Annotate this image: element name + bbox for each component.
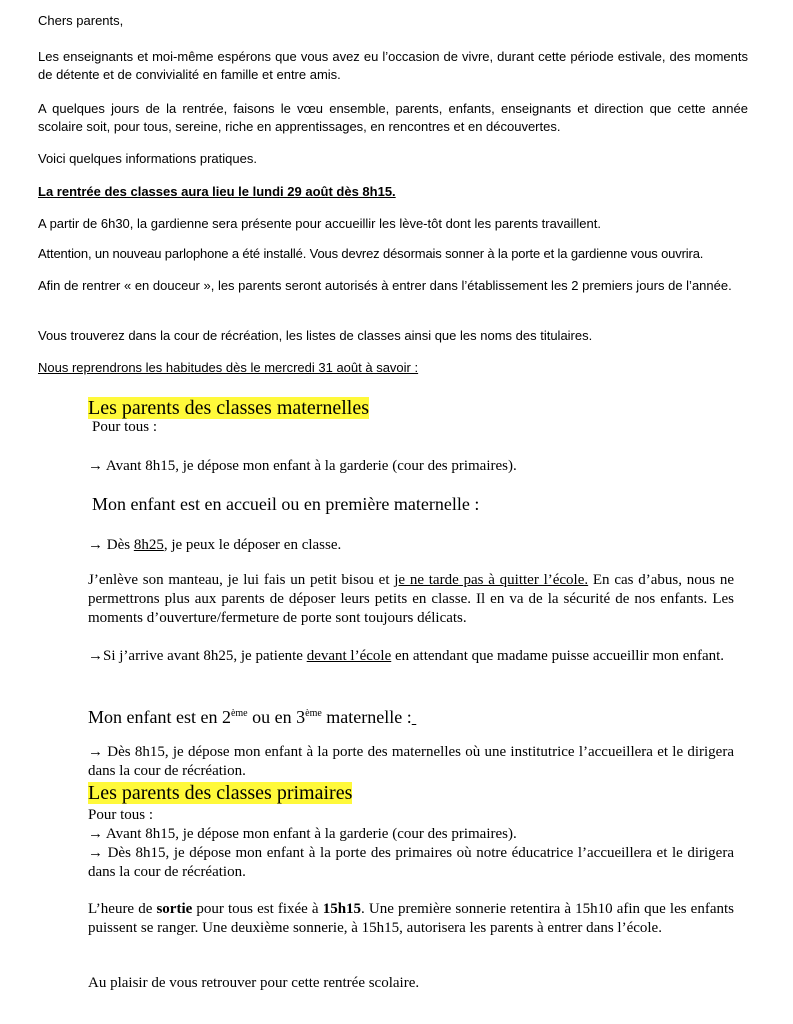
paragraph-si-avant [88,647,734,666]
maternelles-avant-garderie: → Avant 8h15, je dépose mon enfant à la garderie (cour des primaires). [88,458,517,474]
sortie-part-a: L’heure de [88,901,157,917]
sortie-bold: sortie [156,901,193,917]
sortie-part-c: pour tous est fixée à [192,901,323,917]
primaires-heading [88,781,352,805]
sub2-part-c: maternelle : [321,707,412,727]
sub2-sup-2: ème [305,708,322,719]
sub2-underline [412,707,417,727]
rentree-date: La rentrée des classes aura lieu le lundi 29 août dès 8h15. [38,184,396,199]
paragraph-wishes: A quelques jours de la rentrée, faisons le vœu ensemble, parents, enfants, enseignants et direction que cette année scolaire soit, pour tous, sereine, riche en apprentissages, en rencontres et en découvertes. [38,101,748,134]
time-8h25: 8h25 [133,537,164,553]
des-prefix: → Dès [88,537,134,553]
sub-heading-2-3-maternelle [88,706,416,728]
sub2-part-a: Mon enfant est en 2 [88,707,231,727]
primaires-heading-text: Les parents des classes primaires [88,782,353,804]
manteau-prefix: J’enlève son manteau, je lui fais un petit bisou et [88,572,395,588]
sub-heading-accueil: Mon enfant est en accueil ou en première maternelle : [92,494,480,514]
si-suffix: en attendant que madame puisse accueillir mon enfant. [391,648,725,664]
si-prefix: →Si j’arrive avant 8h25, je patiente [88,648,307,664]
manteau-suffix: En cas d’abus, nous ne permettrons plus aux parents de déposer leurs petits en classe. Il en va de la sécurité de nos enfants. Les moments d’ouverture/fermeture de porte sont toujours délicats. [88,572,734,626]
manteau-underlined: je ne tarde pas à quitter l’école. [394,572,589,588]
paragraph-info: Voici quelques informations pratiques. [38,151,257,166]
paragraph-manteau [88,571,734,628]
des-suffix: , je peux le déposer en classe. [163,537,342,553]
greeting: Chers parents, [38,13,124,28]
paragraph-intro: Les enseignants et moi-même espérons que vous avez eu l’occasion de vivre, durant cette période estivale, des moments de détente et de convivialité en famille et entre amis. [38,49,748,82]
paragraph-sortie [88,900,734,938]
paragraph-douceur: Afin de rentrer « en douceur », les parents seront autorisés à entrer dans l’établissement les 2 premiers jours de l’année. [38,278,732,293]
sub2-sup-1: ème [230,708,248,719]
maternelles-des-8h25 [88,536,341,555]
sub2-part-b: ou en 3 [247,707,306,727]
si-underlined: devant l’école [306,648,392,664]
paragraph-gardienne: A partir de 6h30, la gardienne sera présente pour accueillir les lève-tôt dont les parents travaillent. [38,216,601,231]
sortie-part-e: . Une première sonnerie retentira à 15h10 afin que les enfants puissent se ranger. Une deuxième sonnerie, à 15h15, autorisera les parents à entrer dans l’école. [88,901,734,936]
paragraph-parlophone: Attention, un nouveau parlophone a été installé. Vous devrez désormais sonner à la porte et la gardienne vous ouvrira. [38,246,704,261]
primaires-pour-tous: Pour tous : [88,807,154,823]
closing: Au plaisir de vous retrouver pour cette rentrée scolaire. [88,975,420,991]
primaires-des-8h15: → Dès 8h15, je dépose mon enfant à la porte des primaires où notre éducatrice l’accueillera et le dirigera dans la cour de récréation. [88,845,734,880]
maternelles-des-8h15: → Dès 8h15, je dépose mon enfant à la porte des maternelles où une institutrice l’accueillera et le dirigera dans la cour de récréation. [88,744,734,779]
primaires-avant-garderie: → Avant 8h15, je dépose mon enfant à la garderie (cour des primaires). [88,826,517,842]
maternelles-pour-tous: Pour tous : [92,419,158,435]
paragraph-listes: Vous trouverez dans la cour de récréation, les listes de classes ainsi que les noms des titulaires. [38,328,593,343]
maternelles-heading [88,396,369,420]
habitudes-heading: Nous reprendrons les habitudes dès le mercredi 31 août à savoir : [38,360,419,375]
sortie-time: 15h15 [322,901,362,917]
maternelles-heading-text: Les parents des classes maternelles [88,397,370,419]
